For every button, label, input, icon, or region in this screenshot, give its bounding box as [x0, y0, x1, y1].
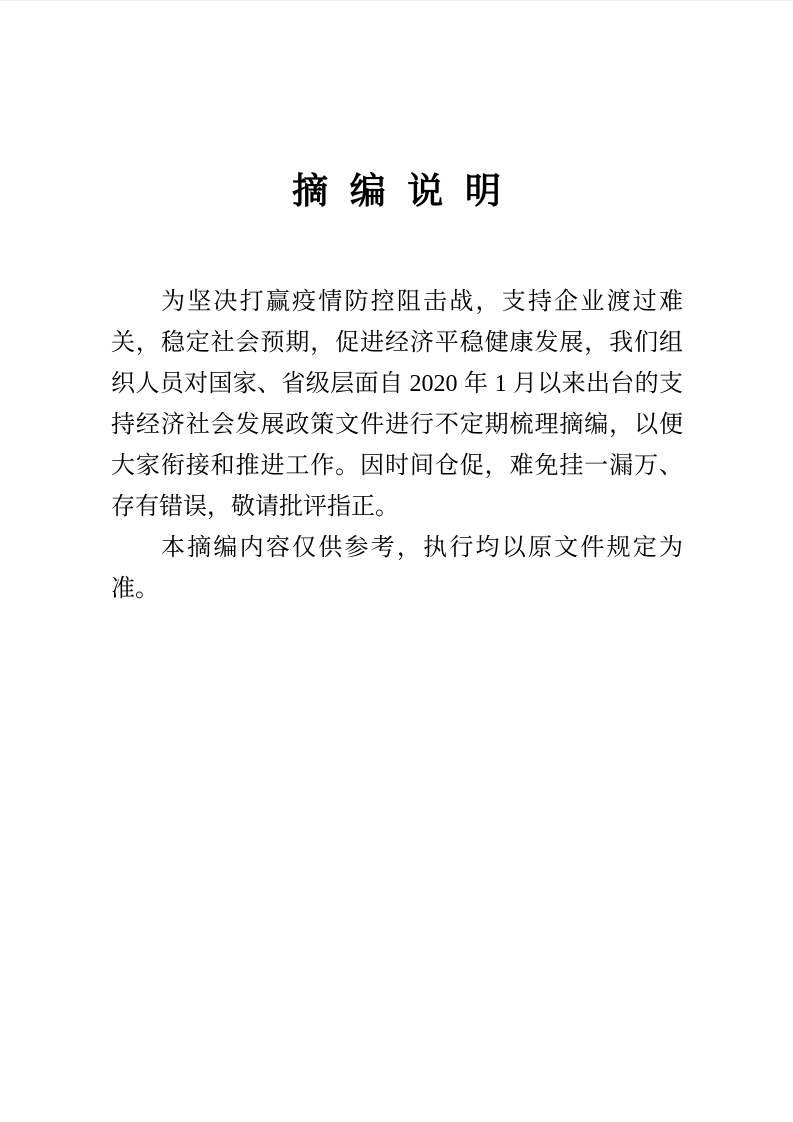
text-line: 关，稳定社会预期，促进经济平稳健康发展，我们组 [111, 330, 683, 356]
paragraph [111, 528, 683, 610]
scan-edge-artifact [0, 0, 793, 1]
document-body [111, 282, 683, 610]
document-title: 摘编说明 [292, 171, 523, 211]
paragraph [111, 282, 683, 528]
text-line: 大家衔接和推进工作。因时间仓促，难免挂一漏万、 [111, 453, 683, 479]
text-line: 织人员对国家、省级层面自 2020 年 1 月以来出台的支 [111, 371, 683, 397]
text-line: 持经济社会发展政策文件进行不定期梳理摘编，以便 [111, 412, 683, 438]
text-line: 本摘编内容仅供参考，执行均以原文件规定为 [161, 535, 683, 561]
text-line: 为坚决打赢疫情防控阻击战，支持企业渡过难 [161, 289, 683, 315]
text-line: 准。 [111, 576, 159, 602]
text-line: 存有错误，敬请批评指正。 [111, 494, 399, 520]
